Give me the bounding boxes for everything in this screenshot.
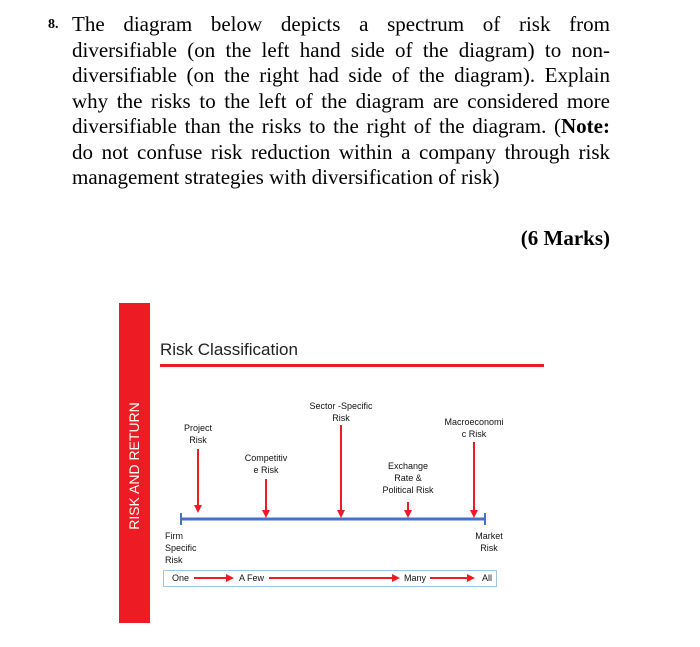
question-number: 8. [48,17,59,32]
note-prefix: ( [554,114,562,138]
question-line: risk) [460,165,500,189]
macro-risk-label: Macroeconomi c Risk [444,417,504,439]
question-line: why the risks to the left of the diagram are considered more [72,88,610,113]
scale-a-few: A Few [239,573,265,583]
firm-specific-risk-label: Firm Specific Risk [165,531,197,565]
market-risk-label: Market Risk [475,531,503,553]
exchange-risk-label: Exchange Rate & Political Risk [382,461,434,495]
marks-label: (6 Marks) [520,226,610,250]
question-text [72,12,610,191]
side-banner-label: RISK AND RETURN [126,402,142,530]
diagram-title: Risk Classification [160,340,298,359]
question-block [48,12,610,191]
competitive-risk-label: Competitiv e Risk [244,453,288,475]
scale-arrows [119,303,559,623]
question-line: do not confuse risk reduction within a company [72,139,496,164]
question-line: diversifiable (on the left hand side of the diagram) to non- [72,37,610,62]
risk-diagram [119,303,559,623]
scale-many: Many [404,573,427,583]
scale-all: All [482,573,493,583]
question-line: diversifiable (on the right had side of the diagram). Explain [72,63,610,87]
question-line: The diagram below depicts a spectrum of risk from [72,12,610,36]
project-risk-label: Project Risk [183,423,212,445]
question-line: diversifiable than the risks to the right of the diagram. [72,114,547,138]
note-label: Note: [561,114,610,138]
scale-one: One [172,573,190,583]
question-line: through risk management strategies with diversification of [72,139,611,189]
sector-risk-label: Sector -Specific Risk [309,401,373,423]
